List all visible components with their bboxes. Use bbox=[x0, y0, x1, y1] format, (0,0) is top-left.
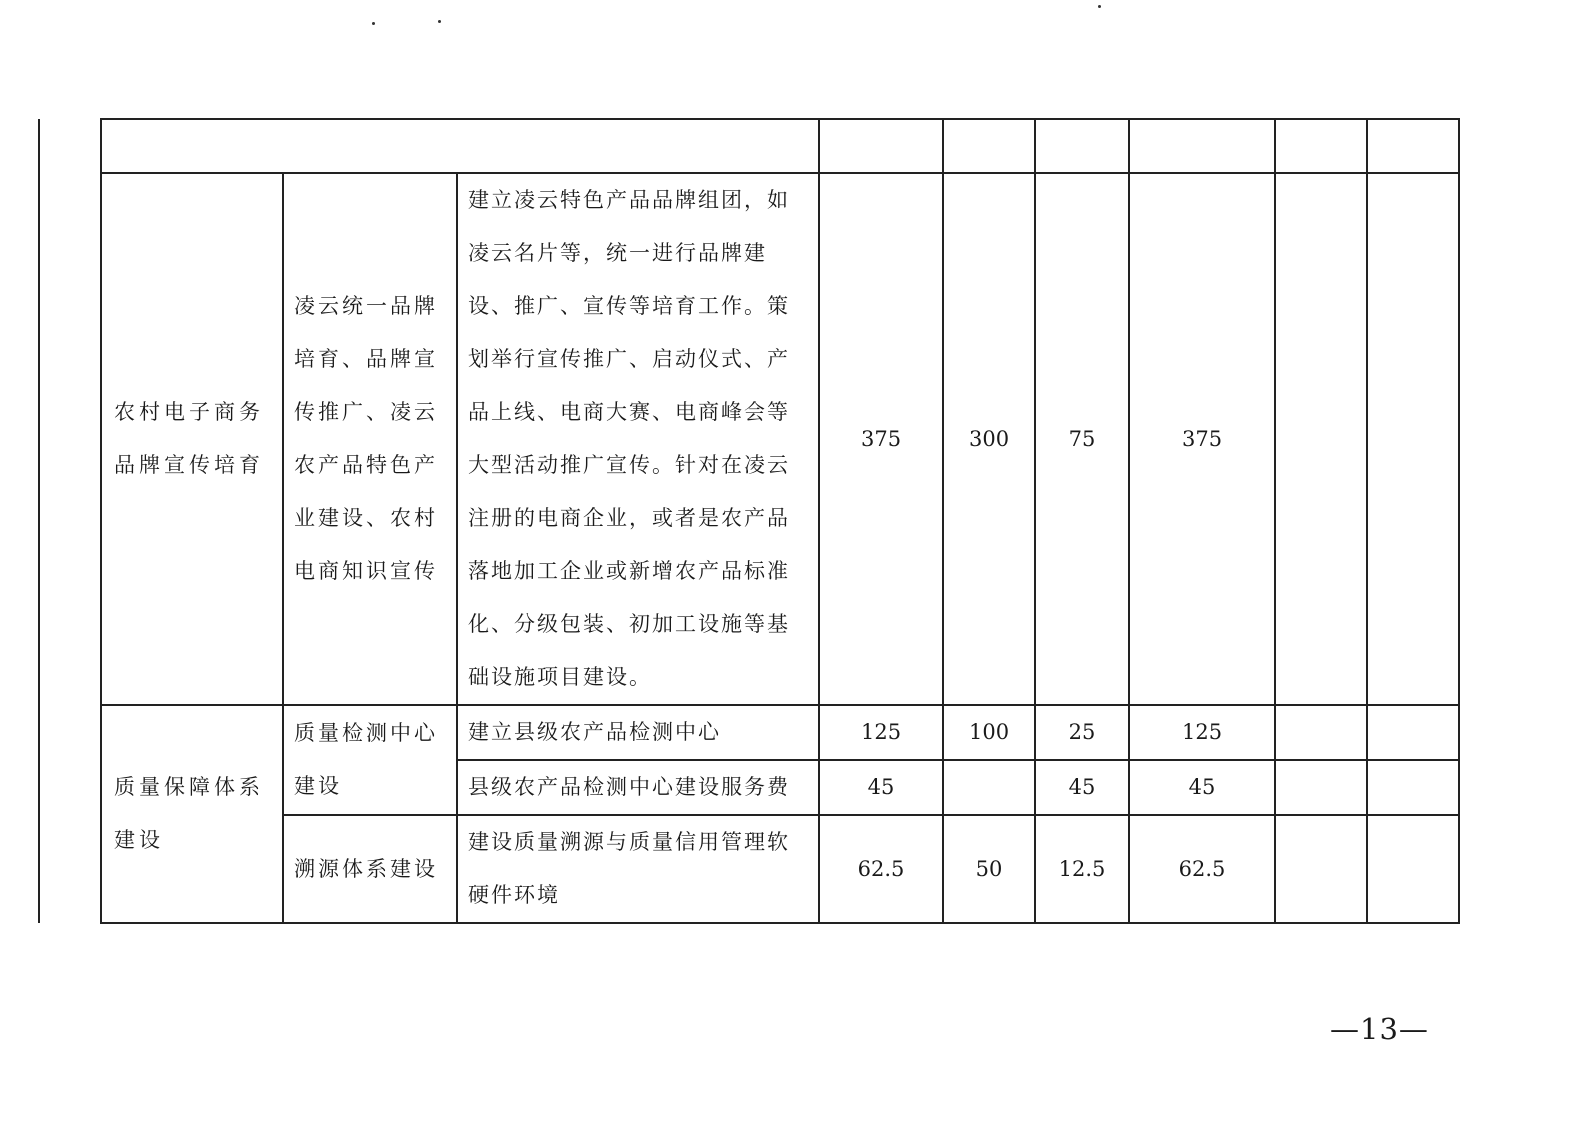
value-cell bbox=[1275, 705, 1367, 760]
value-cell: 45 bbox=[1129, 760, 1275, 815]
table-cell bbox=[101, 119, 819, 173]
table-row bbox=[39, 705, 1459, 760]
subcategory-cell: 质量检测中心建设 bbox=[283, 705, 457, 815]
value-cell bbox=[1367, 760, 1459, 815]
value-cell: 45 bbox=[1035, 760, 1129, 815]
subcategory-cell: 凌云统一品牌培育、品牌宣传推广、凌云农产品特色产业建设、农村电商知识宣传 bbox=[283, 173, 457, 705]
table-cell bbox=[1129, 119, 1275, 173]
value-cell: 100 bbox=[943, 705, 1035, 760]
left-margin-cell bbox=[39, 119, 101, 923]
page-number: —13— bbox=[1330, 1012, 1429, 1046]
subcategory-cell: 溯源体系建设 bbox=[283, 815, 457, 923]
value-cell: 62.5 bbox=[1129, 815, 1275, 923]
value-cell: 375 bbox=[819, 173, 943, 705]
table-cell bbox=[943, 119, 1035, 173]
value-cell: 62.5 bbox=[819, 815, 943, 923]
value-cell bbox=[1275, 173, 1367, 705]
description-cell: 建设质量溯源与质量信用管理软硬件环境 bbox=[457, 815, 819, 923]
value-cell bbox=[1367, 173, 1459, 705]
description-cell: 建立凌云特色产品品牌组团，如凌云名片等，统一进行品牌建设、推广、宣传等培育工作。策划举行宣传推广、启动仪式、产品上线、电商大赛、电商峰会等大型活动推广宣传。针对在凌云注册的电商企业，或者是农产品落地加工企业或新增农产品标准化、分级包装、初加工设施等基础设施项目建设。 bbox=[457, 173, 819, 705]
category-cell: 质量保障体系建设 bbox=[101, 705, 283, 923]
value-cell bbox=[1367, 815, 1459, 923]
table-cell bbox=[1367, 119, 1459, 173]
value-cell: 125 bbox=[819, 705, 943, 760]
value-cell bbox=[1367, 705, 1459, 760]
value-cell: 12.5 bbox=[1035, 815, 1129, 923]
value-cell: 75 bbox=[1035, 173, 1129, 705]
value-cell: 125 bbox=[1129, 705, 1275, 760]
value-cell: 300 bbox=[943, 173, 1035, 705]
category-cell: 农村电子商务品牌宣传培育 bbox=[101, 173, 283, 705]
scan-dot bbox=[438, 20, 441, 23]
value-cell bbox=[943, 760, 1035, 815]
value-cell: 50 bbox=[943, 815, 1035, 923]
description-cell: 建立县级农产品检测中心 bbox=[457, 705, 819, 760]
scan-dot bbox=[372, 22, 375, 25]
description-cell: 县级农产品检测中心建设服务费 bbox=[457, 760, 819, 815]
value-cell bbox=[1275, 760, 1367, 815]
table-row bbox=[39, 119, 1459, 173]
table-row bbox=[39, 173, 1459, 705]
table-cell bbox=[1275, 119, 1367, 173]
value-cell bbox=[1275, 815, 1367, 923]
budget-table bbox=[38, 118, 1460, 924]
value-cell: 375 bbox=[1129, 173, 1275, 705]
value-cell: 45 bbox=[819, 760, 943, 815]
scan-dot bbox=[1098, 5, 1101, 8]
value-cell: 25 bbox=[1035, 705, 1129, 760]
table-cell bbox=[1035, 119, 1129, 173]
table-cell bbox=[819, 119, 943, 173]
